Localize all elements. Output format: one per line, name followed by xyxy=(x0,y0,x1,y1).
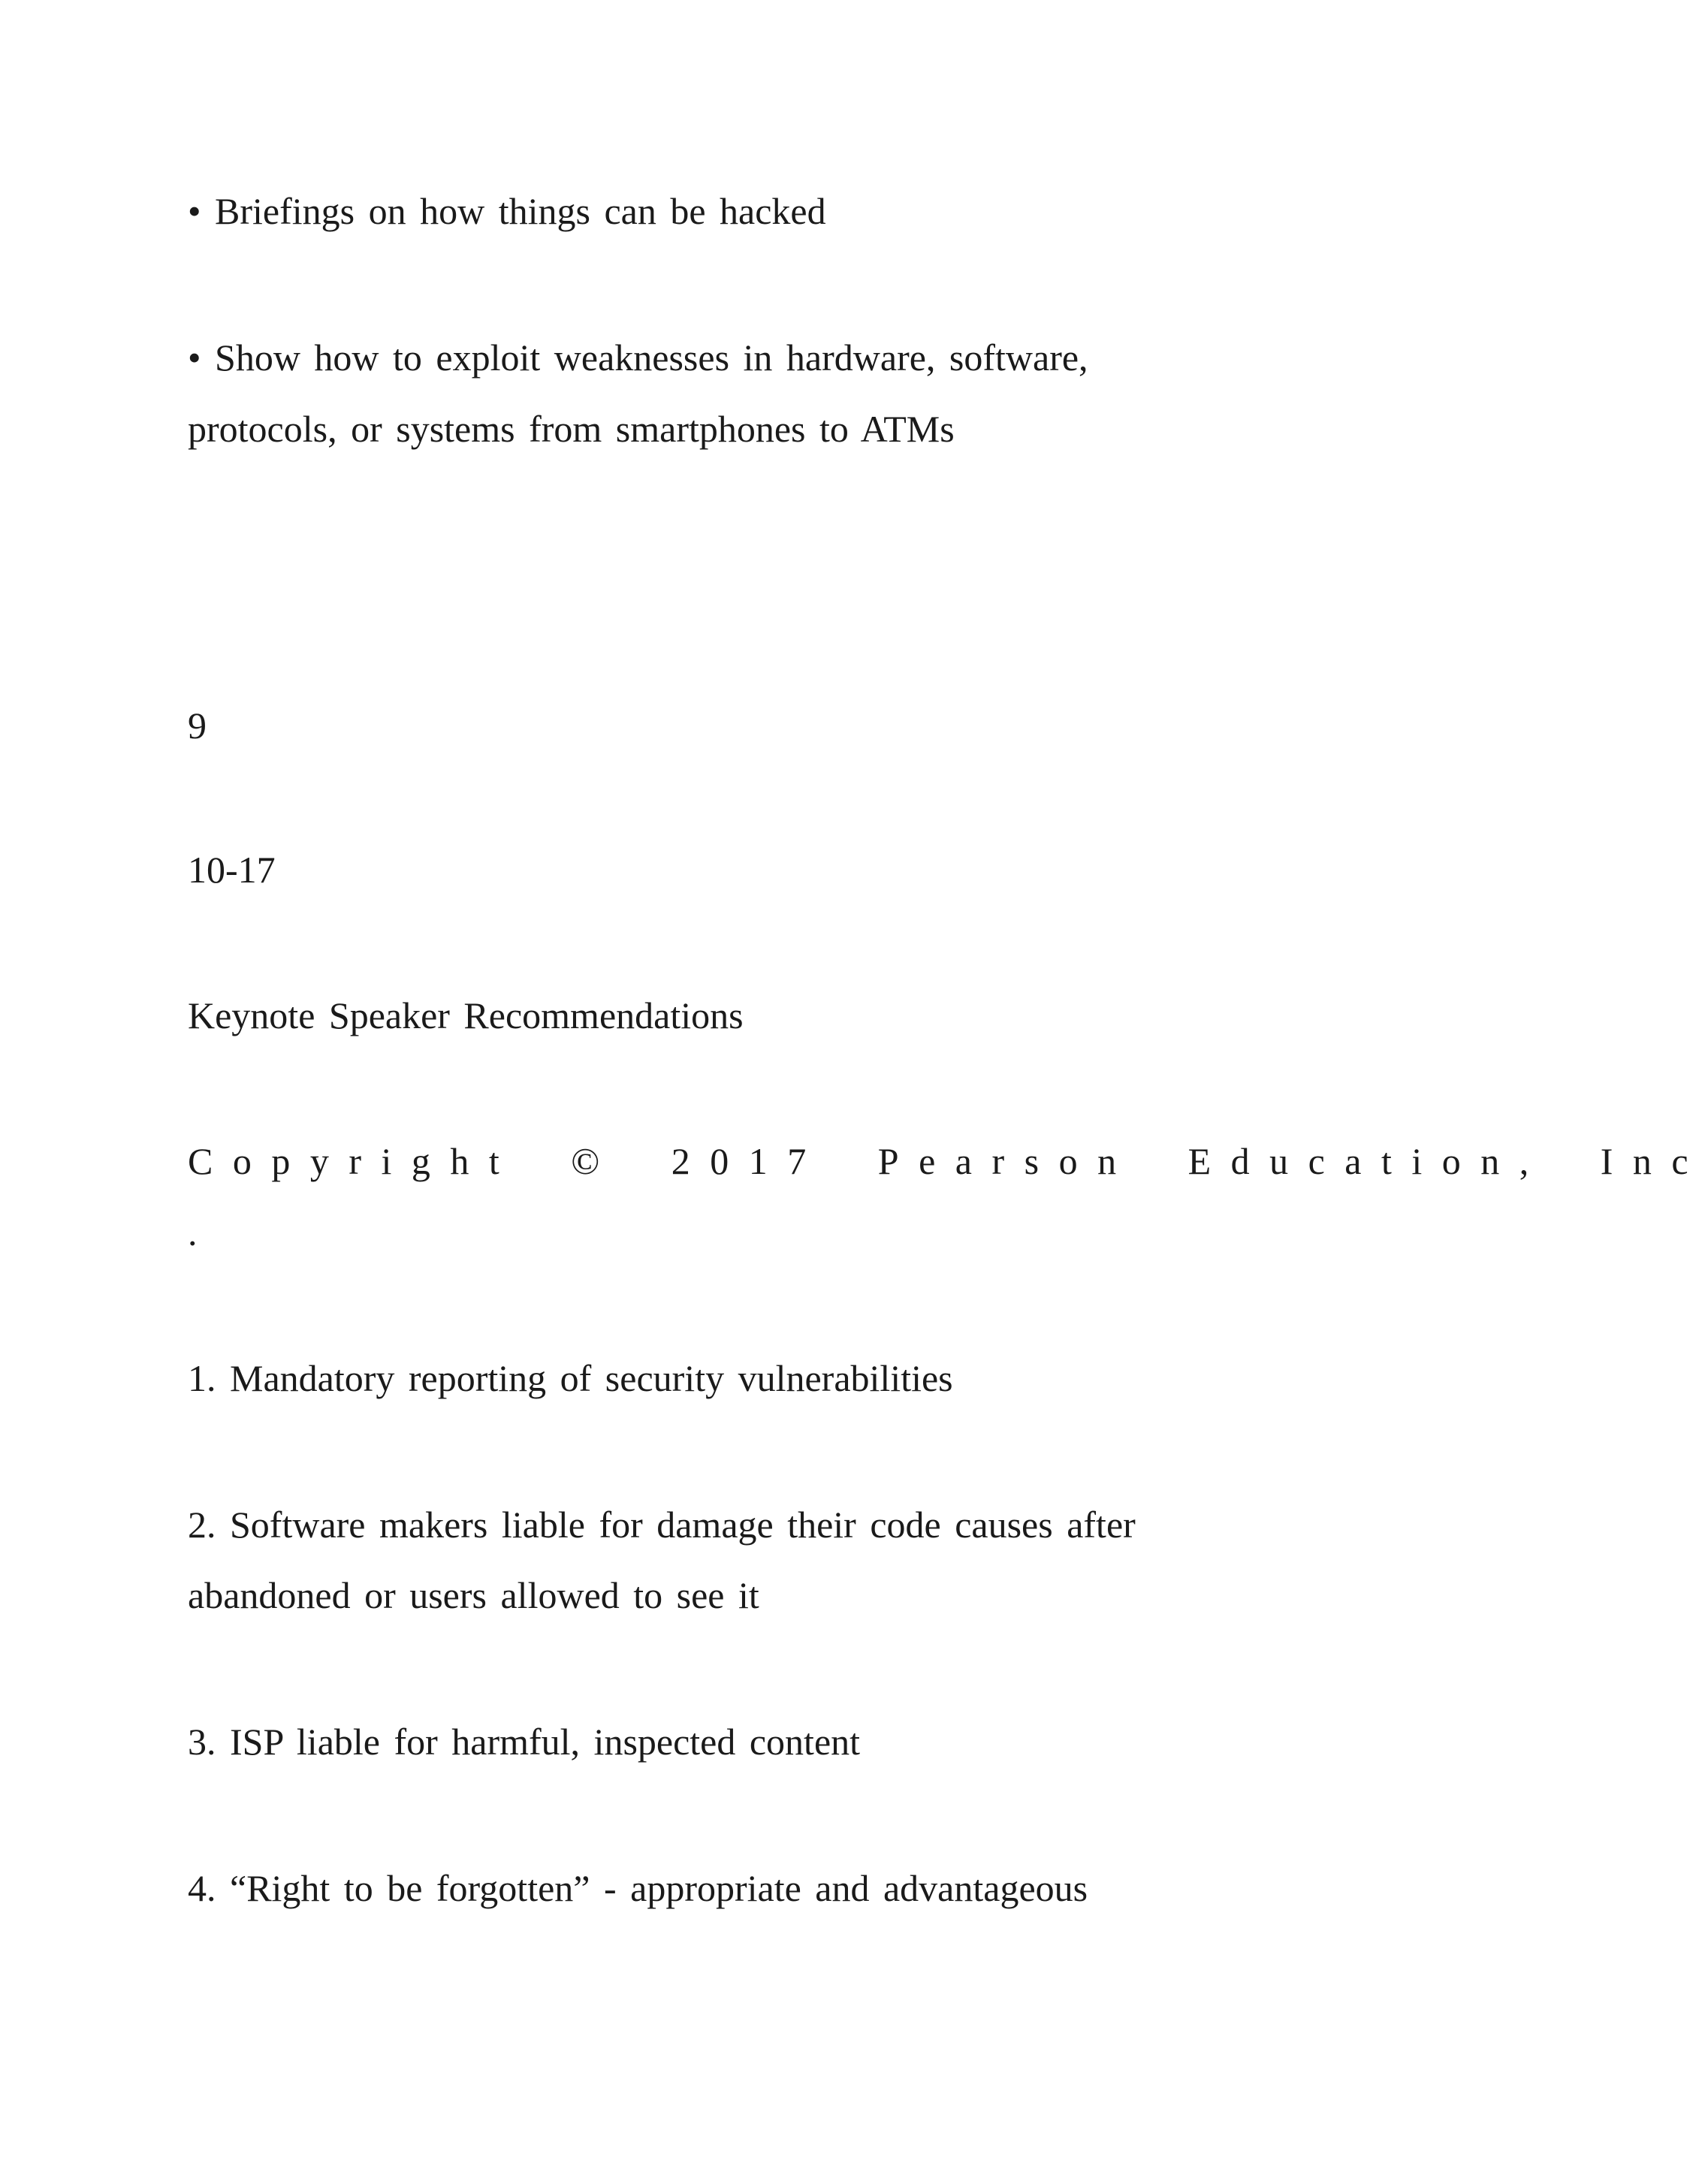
bullet-exploit-line-2: protocols, or systems from smartphones to ATMs xyxy=(188,408,955,450)
copyright-period: . xyxy=(188,1211,198,1253)
bullet-exploit-line-1: • Show how to exploit weaknesses in hardware, software, xyxy=(188,336,1088,379)
recommendation-3: 3. ISP liable for harmful, inspected content xyxy=(188,1721,861,1763)
recommendation-2-line-1: 2. Software makers liable for damage their code causes after xyxy=(188,1504,1136,1546)
slide-title: Keynote Speaker Recommendations xyxy=(188,994,744,1036)
recommendation-2-line-2: abandoned or users allowed to see it xyxy=(188,1574,759,1616)
copyright-notice: Copyright © 2017 Pearson Education, Inc xyxy=(188,1140,1708,1182)
slide-reference: 10-17 xyxy=(188,849,276,891)
slide-number: 9 xyxy=(188,704,207,747)
recommendation-4: 4. “Right to be forgotten” - appropriate and advantageous xyxy=(188,1867,1088,1909)
recommendation-1: 1. Mandatory reporting of security vulnerabilities xyxy=(188,1357,953,1399)
bullet-briefings: • Briefings on how things can be hacked xyxy=(188,190,826,232)
